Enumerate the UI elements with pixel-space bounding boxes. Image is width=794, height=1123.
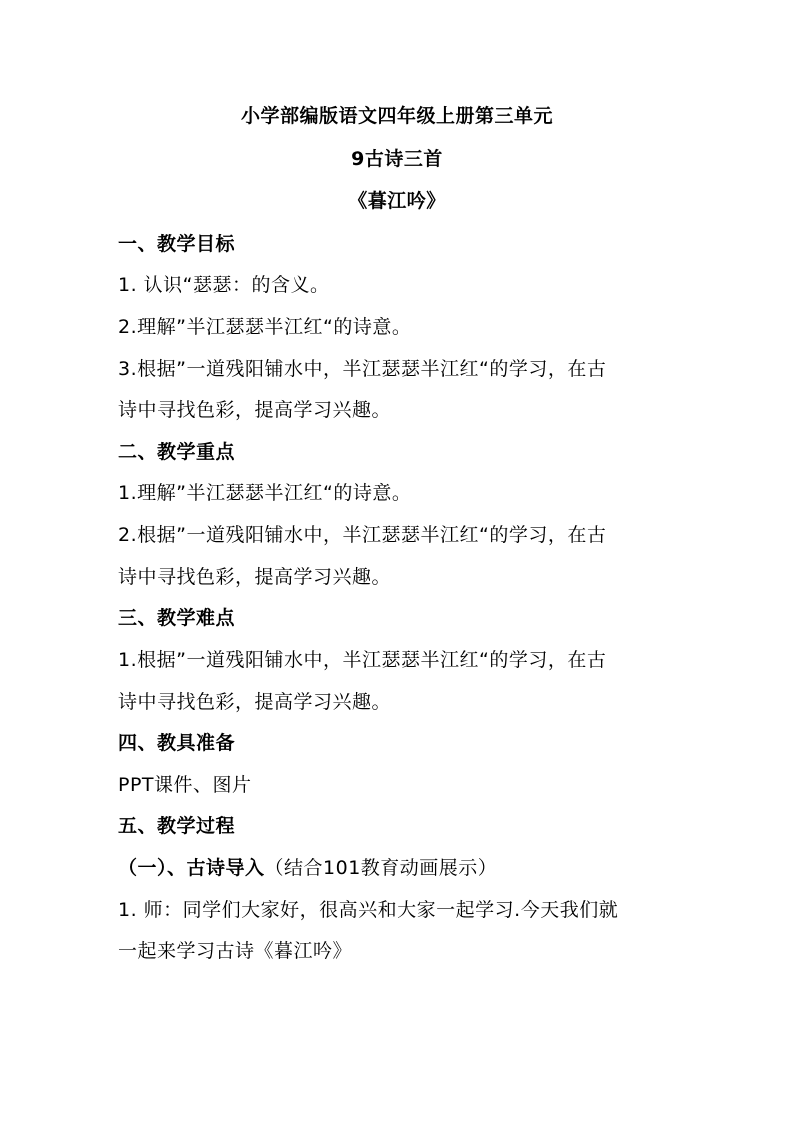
document-title: 小学部编版语文四年级上册第三单元 xyxy=(240,105,553,127)
process-subheading xyxy=(118,856,497,880)
key-point-item-2: 2.根据”一道残阳铺水中，半江瑟瑟半江红“的学习，在古 xyxy=(118,524,607,546)
section-heading-process: 五、教学过程 xyxy=(118,815,236,837)
key-point-item-2-continued: 诗中寻找色彩，提高学习兴趣。 xyxy=(118,566,392,588)
key-point-item-1: 1.理解”半江瑟瑟半江红“的诗意。 xyxy=(118,482,412,504)
poem-title: 《暮江吟》 xyxy=(348,190,446,212)
difficulty-item-1-continued: 诗中寻找色彩，提高学习兴趣。 xyxy=(118,691,392,713)
section-heading-key-points: 二、教学重点 xyxy=(118,441,236,463)
process-item-1: 1. 师：同学们大家好，很高兴和大家一起学习.今天我们就 xyxy=(118,899,619,921)
process-subheading-note: （结合101教育动画展示） xyxy=(264,857,498,879)
section-heading-difficulties: 三、教学难点 xyxy=(118,607,236,629)
lesson-title: 9古诗三首 xyxy=(351,148,443,170)
objective-item-3: 3.根据”一道残阳铺水中，半江瑟瑟半江红“的学习，在古 xyxy=(118,358,607,380)
section-heading-objectives: 一、教学目标 xyxy=(118,233,236,255)
objective-item-3-continued: 诗中寻找色彩，提高学习兴趣。 xyxy=(118,399,392,421)
section-heading-materials: 四、教具准备 xyxy=(118,732,236,754)
process-item-1-continued: 一起来学习古诗《暮江吟》 xyxy=(118,940,353,962)
objective-item-2: 2.理解”半江瑟瑟半江红“的诗意。 xyxy=(118,316,412,338)
objective-item-1: 1. 认识“瑟瑟：的含义。 xyxy=(118,274,330,296)
process-subheading-title: （一）、古诗导入 xyxy=(118,857,265,879)
materials-item-1: PPT课件、图片 xyxy=(118,774,252,796)
difficulty-item-1: 1.根据”一道残阳铺水中，半江瑟瑟半江红“的学习，在古 xyxy=(118,649,607,671)
